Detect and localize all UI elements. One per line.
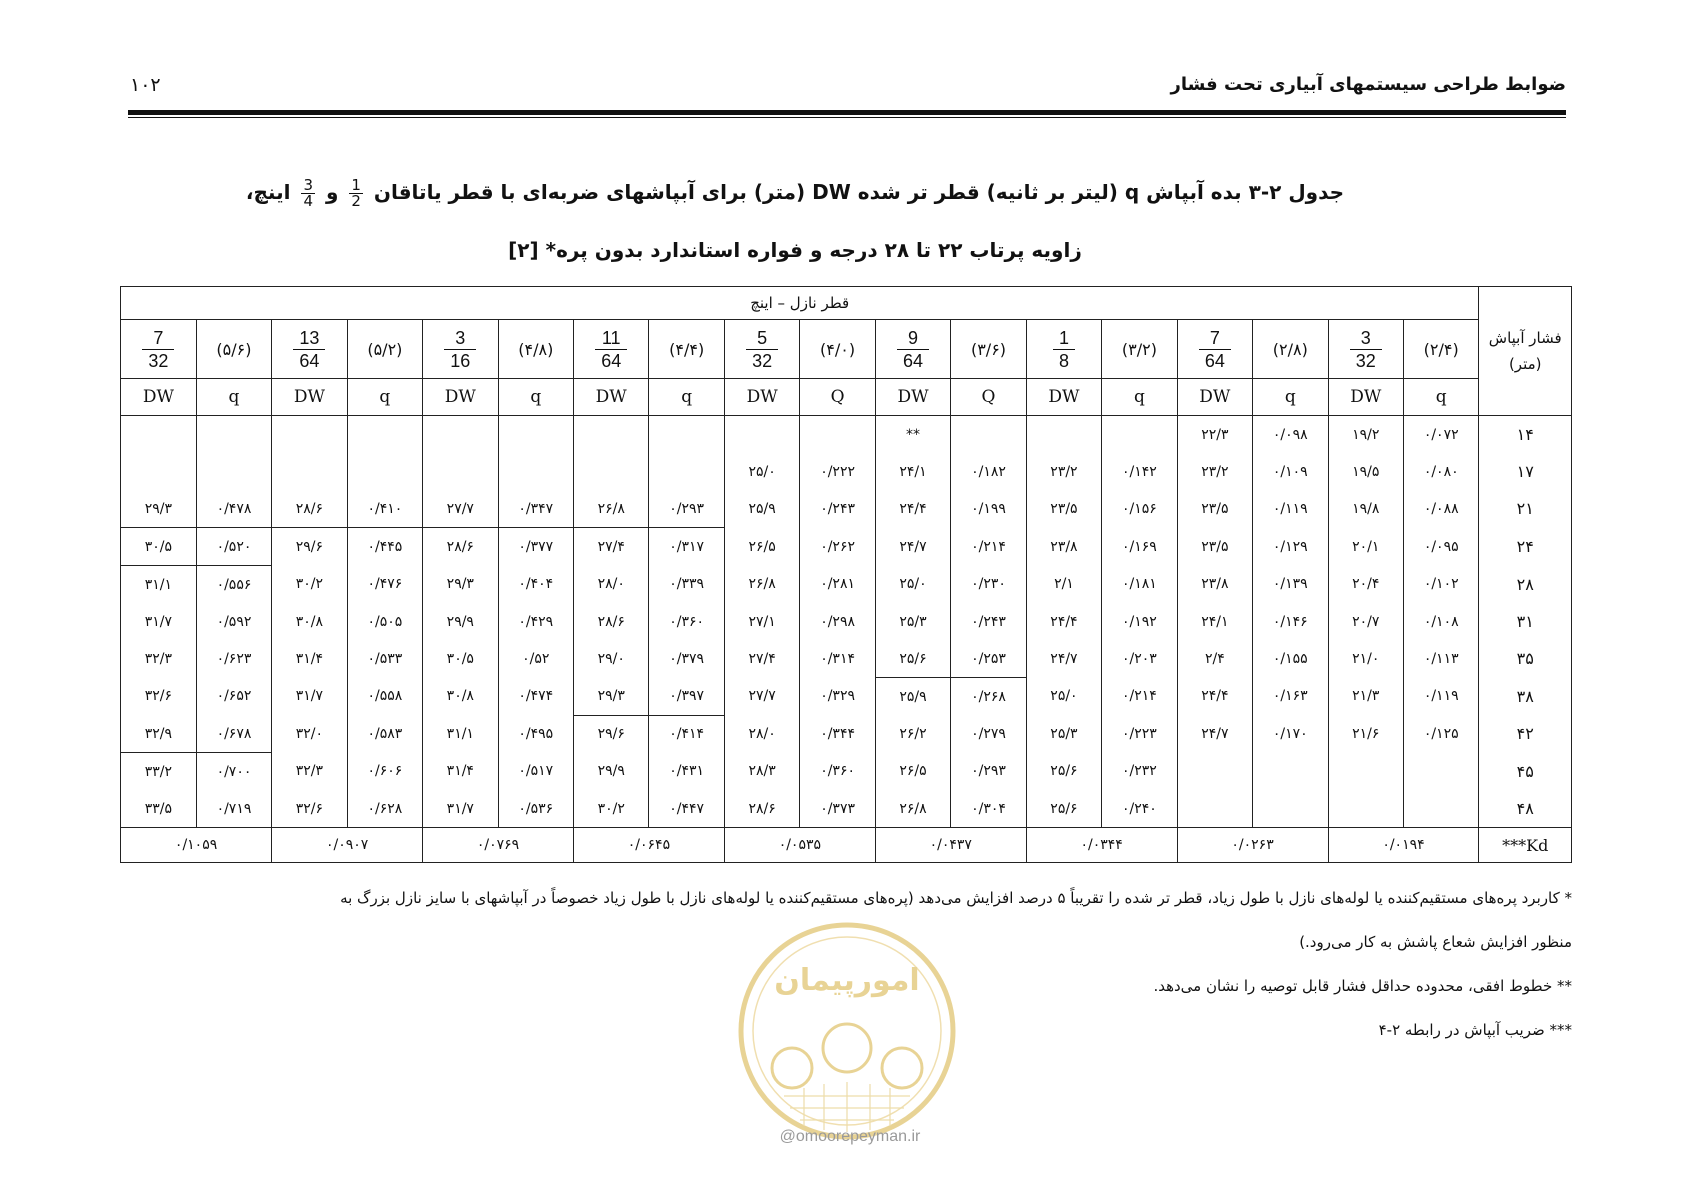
q-cell: ۰/۰۹۵ <box>1403 528 1478 566</box>
q-cell: ۰/۳۴۷ <box>498 490 573 528</box>
q-cell: ۰/۳۱۴ <box>800 640 875 678</box>
q-column-header: q <box>649 379 724 416</box>
q-cell <box>649 453 724 490</box>
nozzle-fraction: $\frac{13}{64}$ <box>272 320 347 379</box>
dw-cell: ۲۳/۸ <box>1177 566 1252 604</box>
dw-cell: ۲۶/۸ <box>724 566 799 604</box>
q-cell: ۰/۵۱۷ <box>498 753 573 791</box>
dw-column-header: DW <box>423 379 498 416</box>
dw-cell: ۲۵/۰ <box>875 566 950 604</box>
dw-cell <box>272 416 347 454</box>
dw-cell: ۲۷/۴ <box>724 640 799 678</box>
q-cell: ۰/۵۲ <box>498 640 573 678</box>
q-cell: ۰/۴۷۸ <box>196 490 271 528</box>
q-cell: ۰/۲۹۳ <box>951 753 1026 791</box>
q-cell <box>951 416 1026 454</box>
q-cell: ۰/۳۴۴ <box>800 715 875 753</box>
dw-cell <box>423 416 498 454</box>
kd-row <box>121 828 1572 863</box>
dw-cell <box>121 416 197 454</box>
dw-cell: ۲۵/۹ <box>875 678 950 716</box>
table-row <box>121 566 1572 604</box>
q-cell: ۰/۲۲۳ <box>1102 715 1177 753</box>
pressure-cell: ۱۴ <box>1479 416 1572 454</box>
footnote-3: *** ضریب آبپاش در رابطه ۲-۴ <box>1378 1021 1572 1039</box>
dw-cell: ۲۹/۶ <box>574 715 649 753</box>
q-cell: ۰/۴۹۵ <box>498 715 573 753</box>
dw-cell: ۲۹/۳ <box>121 490 197 528</box>
dw-cell: ۳۲/۹ <box>121 715 197 753</box>
dw-cell: ۳۰/۲ <box>272 566 347 604</box>
dw-cell: ۲۵/۰ <box>724 453 799 490</box>
q-cell <box>1403 790 1478 828</box>
pressure-cell: ۴۲ <box>1479 715 1572 753</box>
dw-cell: ۲۹/۳ <box>423 566 498 604</box>
dw-column-header: DW <box>1026 379 1101 416</box>
table-caption-line1 <box>200 170 1390 214</box>
q-cell: ۰/۲۴۳ <box>951 603 1026 640</box>
dw-column-header: DW <box>1328 379 1403 416</box>
caption-conjunction: و <box>325 180 339 204</box>
q-cell: ۰/۶۷۸ <box>196 715 271 753</box>
dw-cell: ۲۶/۸ <box>875 790 950 828</box>
watermark-logo-text: امورپیمان <box>774 963 920 998</box>
dw-cell: ۳۱/۷ <box>423 790 498 828</box>
q-cell: ۰/۱۹۲ <box>1102 603 1177 640</box>
q-cell: ۰/۱۳۹ <box>1253 566 1328 604</box>
q-cell: ۰/۳۷۳ <box>800 790 875 828</box>
q-cell: ۰/۱۷۰ <box>1253 715 1328 753</box>
caption-text: جدول ۲-۳ بده آبپاش q (لیتر بر ثانیه) قطر تر شده DW (متر) برای آبپاشهای ضربه‌ای با قطر یاتاقان <box>373 180 1345 204</box>
dw-cell <box>1328 790 1403 828</box>
q-column-header: q <box>347 379 422 416</box>
q-column-header: q <box>1253 379 1328 416</box>
q-cell: ۰/۱۰۹ <box>1253 453 1328 490</box>
q-column-header: q <box>498 379 573 416</box>
q-cell: ۰/۳۶۰ <box>800 753 875 791</box>
dw-cell: ۲۴/۱ <box>875 453 950 490</box>
dw-cell: ۲۵/۰ <box>1026 678 1101 716</box>
caption-unit: اینچ، <box>245 180 291 204</box>
dw-cell: ۲۸/۶ <box>574 603 649 640</box>
watermark-url: @omoorepeyman.ir <box>779 1128 921 1145</box>
dw-cell: ۲۳/۸ <box>1026 528 1101 566</box>
q-cell: ۰/۲۶۲ <box>800 528 875 566</box>
pressure-cell: ۳۱ <box>1479 603 1572 640</box>
caption-fraction-three-quarter: $\frac{3}{4}$ <box>303 176 313 210</box>
dw-cell: ۲۸/۰ <box>724 715 799 753</box>
nozzle-fraction: $\frac{7}{64}$ <box>1177 320 1252 379</box>
q-cell: ۰/۲۰۳ <box>1102 640 1177 678</box>
q-cell: ۰/۲۳۲ <box>1102 753 1177 791</box>
q-column-header: q <box>1102 379 1177 416</box>
q-cell: ۰/۵۳۶ <box>498 790 573 828</box>
dw-cell: ۲۹/۹ <box>574 753 649 791</box>
dw-cell: ۲۹/۶ <box>272 528 347 566</box>
dw-cell <box>574 453 649 490</box>
nozzle-code: (۵/۲) <box>347 320 422 379</box>
q-cell: ۰/۲۸۱ <box>800 566 875 604</box>
q-cell <box>649 416 724 454</box>
kd-value: ۰/۰۹۰۷ <box>272 828 423 863</box>
table-caption-line2: زاویه پرتاب ۲۲ تا ۲۸ درجه و فواره استاندارد بدون پره* [۲] <box>508 238 1082 262</box>
dw-cell: ۲۸/۰ <box>574 566 649 604</box>
q-cell: ۰/۳۲۹ <box>800 678 875 716</box>
q-cell: ۰/۵۲۰ <box>196 528 271 566</box>
kd-value: ۰/۰۶۴۵ <box>574 828 725 863</box>
q-cell: ۰/۲۵۳ <box>951 640 1026 678</box>
q-cell: ۰/۳۳۹ <box>649 566 724 604</box>
running-title: ضوابط طراحی سیستمهای آبیاری تحت فشار <box>1170 74 1566 95</box>
q-cell <box>196 416 271 454</box>
nozzle-code: (۴/۴) <box>649 320 724 379</box>
dw-cell: ۳۳/۲ <box>121 753 197 791</box>
dw-cell: ۲۹/۰ <box>574 640 649 678</box>
q-cell: ۰/۱۵۶ <box>1102 490 1177 528</box>
dw-cell <box>272 453 347 490</box>
q-cell: ۰/۱۹۹ <box>951 490 1026 528</box>
q-cell: ۰/۱۱۹ <box>1253 490 1328 528</box>
nozzle-fraction: $\frac{1}{8}$ <box>1026 320 1101 379</box>
kd-value: ۰/۰۵۳۵ <box>724 828 875 863</box>
q-cell <box>1253 790 1328 828</box>
q-cell: ۰/۱۲۹ <box>1253 528 1328 566</box>
table-row <box>121 640 1572 678</box>
q-cell: ۰/۲۴۰ <box>1102 790 1177 828</box>
unit-row <box>121 379 1572 416</box>
q-cell: ۰/۳۷۷ <box>498 528 573 566</box>
dw-cell: ۲۴/۷ <box>1177 715 1252 753</box>
q-cell: ۰/۶۵۲ <box>196 678 271 716</box>
page-header <box>130 70 1566 108</box>
q-column-header: q <box>196 379 271 416</box>
q-cell: ۰/۱۵۵ <box>1253 640 1328 678</box>
dw-column-header: DW <box>272 379 347 416</box>
q-cell: ۰/۴۷۴ <box>498 678 573 716</box>
dw-cell <box>574 416 649 454</box>
dw-cell: ۳۰/۲ <box>574 790 649 828</box>
q-cell: ۰/۱۰۲ <box>1403 566 1478 604</box>
q-cell: ۰/۱۱۹ <box>1403 678 1478 716</box>
q-cell: ۰/۳۰۴ <box>951 790 1026 828</box>
dw-cell: ۳۲/۶ <box>121 678 197 716</box>
q-cell: ۰/۰۸۰ <box>1403 453 1478 490</box>
table-row <box>121 603 1572 640</box>
q-cell <box>1403 753 1478 791</box>
q-cell: ۰/۲۳۰ <box>951 566 1026 604</box>
dw-cell <box>121 453 197 490</box>
dw-cell: ۲۶/۵ <box>875 753 950 791</box>
dw-cell: ۲۲/۳ <box>1177 416 1252 454</box>
q-cell: ۰/۴۱۴ <box>649 715 724 753</box>
dw-cell: ۲/۴ <box>1177 640 1252 678</box>
dw-cell: ۲۷/۷ <box>423 490 498 528</box>
pressure-cell: ۲۸ <box>1479 566 1572 604</box>
q-cell: ۰/۱۱۳ <box>1403 640 1478 678</box>
q-cell: ۰/۲۴۳ <box>800 490 875 528</box>
header-rule-thick <box>128 110 1566 115</box>
nozzle-size-row <box>121 320 1572 379</box>
dw-cell: ۲۳/۲ <box>1026 453 1101 490</box>
dw-cell: ۲۳/۲ <box>1177 453 1252 490</box>
dw-cell: ۲۳/۵ <box>1177 528 1252 566</box>
dw-cell: ۲۵/۶ <box>1026 790 1101 828</box>
table-row <box>121 528 1572 566</box>
q-cell: ۰/۵۵۶ <box>196 566 271 604</box>
dw-cell: ۲۴/۴ <box>1177 678 1252 716</box>
sprinkler-table <box>120 286 1572 863</box>
kd-value: ۰/۰۴۳۷ <box>875 828 1026 863</box>
page-number: ۱۰۲ <box>130 74 161 96</box>
nozzle-fraction: $\frac{3}{16}$ <box>423 320 498 379</box>
q-cell: ۰/۰۷۲ <box>1403 416 1478 454</box>
q-cell: ۰/۰۸۸ <box>1403 490 1478 528</box>
dw-cell: ۳۲/۶ <box>272 790 347 828</box>
dw-column-header: DW <box>574 379 649 416</box>
q-cell: ۰/۴۲۹ <box>498 603 573 640</box>
nozzle-code: (۴/۸) <box>498 320 573 379</box>
kd-value: ۰/۰۱۹۴ <box>1328 828 1479 863</box>
q-cell: ۰/۴۰۴ <box>498 566 573 604</box>
q-cell: ۰/۲۷۹ <box>951 715 1026 753</box>
dw-cell: ۲/۱ <box>1026 566 1101 604</box>
dw-cell: ۳۰/۵ <box>423 640 498 678</box>
q-cell: ۰/۱۲۵ <box>1403 715 1478 753</box>
nozzle-diameter-header: قطر نازل – اینچ <box>121 287 1479 320</box>
nozzle-code: (۴/۰) <box>800 320 875 379</box>
dw-column-header: DW <box>724 379 799 416</box>
dw-cell: ۱۹/۲ <box>1328 416 1403 454</box>
q-cell <box>347 453 422 490</box>
table-row <box>121 715 1572 753</box>
dw-cell: ۲۶/۲ <box>875 715 950 753</box>
table-row <box>121 753 1572 791</box>
q-cell: ۰/۶۲۸ <box>347 790 422 828</box>
q-cell: ۰/۵۸۳ <box>347 715 422 753</box>
dw-cell: ۲۰/۱ <box>1328 528 1403 566</box>
q-cell: ۰/۴۴۷ <box>649 790 724 828</box>
dw-cell <box>423 453 498 490</box>
q-cell: ۰/۱۴۶ <box>1253 603 1328 640</box>
q-cell: ۰/۷۱۹ <box>196 790 271 828</box>
dw-cell: ۲۵/۹ <box>724 490 799 528</box>
q-cell <box>498 453 573 490</box>
nozzle-fraction: $\frac{5}{32}$ <box>724 320 799 379</box>
dw-cell: ۳۲/۳ <box>121 640 197 678</box>
dw-cell: ۳۱/۴ <box>423 753 498 791</box>
q-cell: ۰/۴۱۰ <box>347 490 422 528</box>
dw-cell <box>724 416 799 454</box>
q-cell: ۰/۴۷۶ <box>347 566 422 604</box>
q-cell: ۰/۲۱۴ <box>951 528 1026 566</box>
q-column-header: Q <box>951 379 1026 416</box>
pressure-header: فشار آبپاش (متر) <box>1479 287 1572 416</box>
nozzle-code: (۳/۲) <box>1102 320 1177 379</box>
q-column-header: Q <box>800 379 875 416</box>
q-cell <box>347 416 422 454</box>
dw-column-header: DW <box>1177 379 1252 416</box>
dw-cell: ۲۴/۷ <box>875 528 950 566</box>
dw-cell: ۲۱/۳ <box>1328 678 1403 716</box>
dw-cell: ۲۴/۴ <box>1026 603 1101 640</box>
dw-cell: ۲۷/۷ <box>724 678 799 716</box>
dw-cell: ۲۶/۵ <box>724 528 799 566</box>
nozzle-fraction: $\frac{9}{64}$ <box>875 320 950 379</box>
table-row <box>121 453 1572 490</box>
q-cell: ۰/۵۹۲ <box>196 603 271 640</box>
table-row <box>121 678 1572 716</box>
kd-value: ۰/۱۰۵۹ <box>121 828 272 863</box>
q-column-header: q <box>1403 379 1478 416</box>
q-cell: ۰/۴۴۵ <box>347 528 422 566</box>
q-cell: ۰/۲۲۲ <box>800 453 875 490</box>
q-cell: ۰/۱۴۲ <box>1102 453 1177 490</box>
dw-cell: ۳۱/۷ <box>272 678 347 716</box>
footnote-1-cont: منظور افزایش شعاع پاشش به کار می‌رود.) <box>1299 933 1572 951</box>
dw-cell: ۲۸/۶ <box>423 528 498 566</box>
q-cell: ۰/۵۰۵ <box>347 603 422 640</box>
dw-cell: ۲۸/۳ <box>724 753 799 791</box>
q-cell: ۰/۲۱۴ <box>1102 678 1177 716</box>
dw-cell: ۳۰/۸ <box>423 678 498 716</box>
nozzle-code: (۳/۶) <box>951 320 1026 379</box>
dw-cell: ۲۷/۴ <box>574 528 649 566</box>
dw-cell: ۲۳/۵ <box>1177 490 1252 528</box>
q-cell <box>1253 753 1328 791</box>
q-cell: ۰/۳۱۷ <box>649 528 724 566</box>
dw-cell: ۱۹/۸ <box>1328 490 1403 528</box>
dw-cell: ۲۰/۴ <box>1328 566 1403 604</box>
q-cell: ۰/۲۹۸ <box>800 603 875 640</box>
dw-cell: ۲۵/۳ <box>1026 715 1101 753</box>
dw-cell <box>1026 416 1101 454</box>
dw-cell: ۳۰/۵ <box>121 528 197 566</box>
q-cell: ۰/۶۲۳ <box>196 640 271 678</box>
q-cell: ۰/۴۳۱ <box>649 753 724 791</box>
nozzle-code: (۲/۴) <box>1403 320 1478 379</box>
dw-cell: ۲۰/۷ <box>1328 603 1403 640</box>
pressure-cell: ۳۸ <box>1479 678 1572 716</box>
nozzle-fraction: $\frac{11}{64}$ <box>574 320 649 379</box>
dw-cell: ۲۵/۶ <box>1026 753 1101 791</box>
kd-value: ۰/۰۷۶۹ <box>423 828 574 863</box>
dw-cell: ۲۹/۹ <box>423 603 498 640</box>
q-cell: ۰/۶۰۶ <box>347 753 422 791</box>
dw-cell: ۳۱/۴ <box>272 640 347 678</box>
table-row <box>121 416 1572 454</box>
dw-column-header: DW <box>121 379 197 416</box>
dw-cell: ۳۳/۵ <box>121 790 197 828</box>
dw-cell: ۳۱/۱ <box>121 566 197 604</box>
q-cell: ۰/۷۰۰ <box>196 753 271 791</box>
dw-cell: ۳۲/۳ <box>272 753 347 791</box>
q-cell: ۰/۱۸۱ <box>1102 566 1177 604</box>
q-cell: ۰/۰۹۸ <box>1253 416 1328 454</box>
q-cell: ۰/۲۶۸ <box>951 678 1026 716</box>
q-cell: ۰/۱۶۹ <box>1102 528 1177 566</box>
dw-cell: ۳۲/۰ <box>272 715 347 753</box>
dw-cell: ۲۹/۳ <box>574 678 649 716</box>
dw-cell: ** <box>875 416 950 454</box>
dw-column-header: DW <box>875 379 950 416</box>
pressure-cell: ۴۸ <box>1479 790 1572 828</box>
table-row <box>121 490 1572 528</box>
q-cell <box>800 416 875 454</box>
caption-fraction-half: $\frac{1}{2}$ <box>351 176 361 210</box>
dw-cell: ۲۱/۰ <box>1328 640 1403 678</box>
q-cell: ۰/۳۶۰ <box>649 603 724 640</box>
dw-cell: ۲۷/۱ <box>724 603 799 640</box>
q-cell <box>196 453 271 490</box>
dw-cell <box>1177 753 1252 791</box>
header-rule-thin <box>128 117 1566 118</box>
dw-cell <box>1328 753 1403 791</box>
footnote-2: ** خطوط افقی، محدوده حداقل فشار قابل توصیه را نشان می‌دهد. <box>1153 977 1572 995</box>
pressure-cell: ۳۵ <box>1479 640 1572 678</box>
pressure-cell: ۲۱ <box>1479 490 1572 528</box>
nozzle-fraction: $\frac{7}{32}$ <box>121 320 197 379</box>
dw-cell: ۲۵/۶ <box>875 640 950 678</box>
dw-cell: ۳۱/۱ <box>423 715 498 753</box>
q-cell <box>1102 416 1177 454</box>
q-cell: ۰/۱۸۲ <box>951 453 1026 490</box>
nozzle-code: (۲/۸) <box>1253 320 1328 379</box>
q-cell: ۰/۳۷۹ <box>649 640 724 678</box>
q-cell <box>498 416 573 454</box>
dw-cell: ۱۹/۵ <box>1328 453 1403 490</box>
q-cell: ۰/۵۳۳ <box>347 640 422 678</box>
dw-cell: ۲۱/۶ <box>1328 715 1403 753</box>
kd-value: ۰/۰۲۶۳ <box>1177 828 1328 863</box>
dw-cell: ۲۸/۶ <box>724 790 799 828</box>
q-cell: ۰/۳۹۷ <box>649 678 724 716</box>
pressure-cell: ۱۷ <box>1479 453 1572 490</box>
pressure-cell: ۲۴ <box>1479 528 1572 566</box>
dw-cell <box>1177 790 1252 828</box>
dw-cell: ۲۴/۷ <box>1026 640 1101 678</box>
dw-cell: ۲۴/۴ <box>875 490 950 528</box>
pressure-cell: ۴۵ <box>1479 753 1572 791</box>
table-row <box>121 790 1572 828</box>
q-cell: ۰/۱۶۳ <box>1253 678 1328 716</box>
q-cell: ۰/۱۰۸ <box>1403 603 1478 640</box>
dw-cell: ۲۴/۱ <box>1177 603 1252 640</box>
dw-cell: ۲۳/۵ <box>1026 490 1101 528</box>
dw-cell: ۳۰/۸ <box>272 603 347 640</box>
q-cell: ۰/۵۵۸ <box>347 678 422 716</box>
dw-cell: ۲۸/۶ <box>272 490 347 528</box>
q-cell: ۰/۲۹۳ <box>649 490 724 528</box>
footnote-1: * کاربرد پره‌های مستقیم‌کننده یا لوله‌های نازل با طول زیاد، قطر تر شده را تقریباً ۵ درصد افزایش می‌دهد (پره‌های مستقیم‌کننده یا لوله‌های نازل با طول زیاد خصوصاً در آبپاشهای با سایز نازل بزرگ به <box>340 889 1572 907</box>
nozzle-fraction: $\frac{3}{32}$ <box>1328 320 1403 379</box>
dw-cell: ۳۱/۷ <box>121 603 197 640</box>
watermark-logo <box>734 918 960 1144</box>
table-group-header-row <box>121 287 1572 320</box>
kd-label: Kd*** <box>1479 828 1572 863</box>
dw-cell: ۲۵/۳ <box>875 603 950 640</box>
nozzle-code: (۵/۶) <box>196 320 271 379</box>
kd-value: ۰/۰۳۴۴ <box>1026 828 1177 863</box>
dw-cell: ۲۶/۸ <box>574 490 649 528</box>
